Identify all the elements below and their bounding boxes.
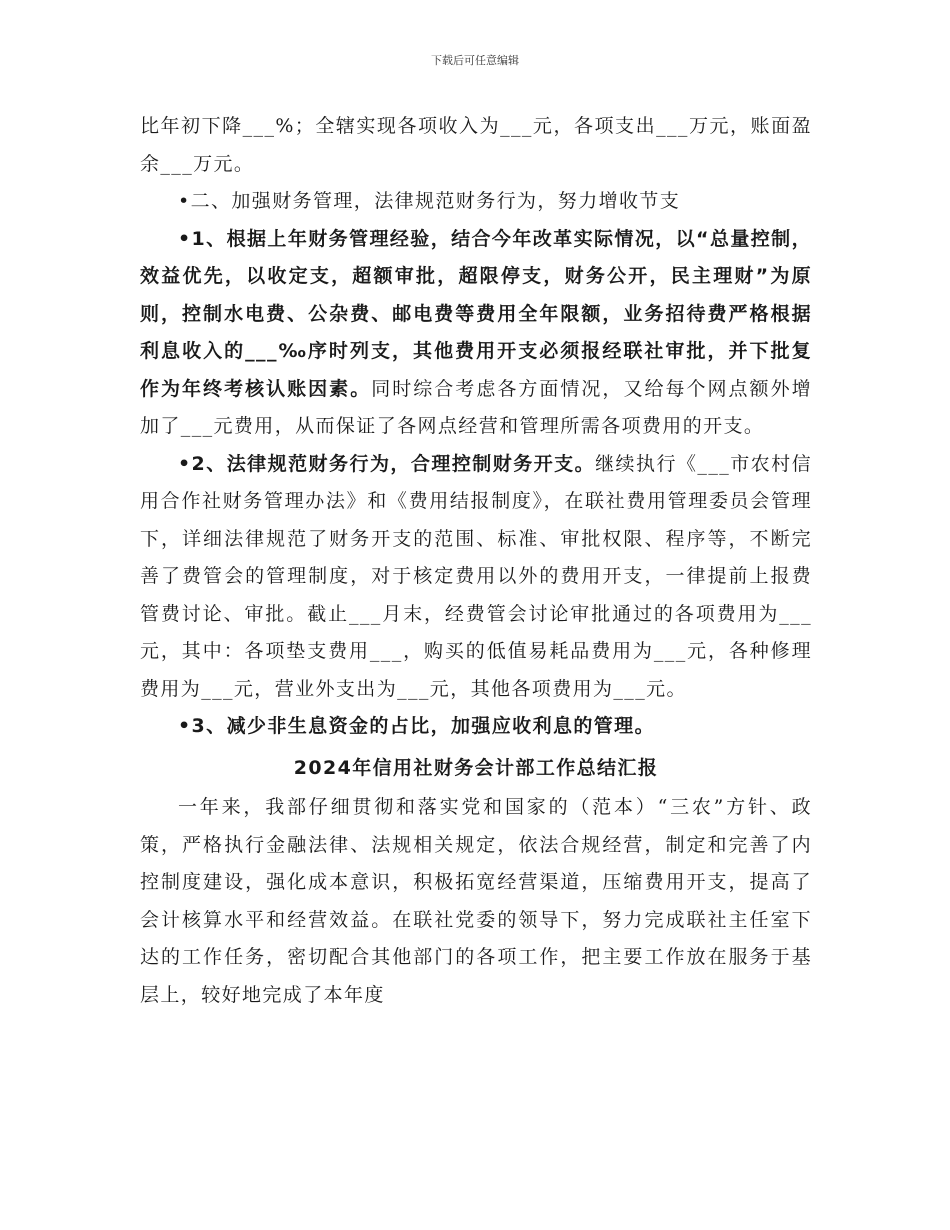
item-1-bold-text: •1、根据上年财务管理经验，结合今年改革实际情况，以“总量控制，效益优先，以收定支，超额审批，超限停支，财务公开，民主理财”为原则，控制水电费、公杂费、邮电费等费用全年限额，业务招待费严格根据利息收入的___‰序时列支，其他费用开支必须报经联社审批，并下批复作为年终考核认账因素。 [140,227,812,400]
item-2-bold-text: •2、法律规范财务行为，合理控制财务开支。 [178,452,596,475]
paragraph-summary: 一年来，我部仔细贯彻和落实党和国家的（范本）“三农”方针、政策，严格执行金融法律、法规相关规定，依法合规经营，制定和完善了内控制度建设，强化成本意识，积极拓宽经营渠道，压缩费用开支，提高了会计核算水平和经营效益。在联社党委的领导下，努力完成联社主任室下达的工作任务，密切配合其他部门的各项工作，把主要工作放在服务于基层上，较好地完成了本年度 [140,796,812,1006]
document-body [140,108,812,1014]
item-3-bold-text: •3、减少非生息资金的占比，加强应收利息的管理。 [178,715,655,737]
item-1-text: 同时综合考虑各方面情况，又给每个网点额外增加了___元费用，从而保证了各网点经营和管理所需各项费用的开支。 [140,377,812,437]
document-title: 2024年信用社财务会计部工作总结汇报 [293,756,659,779]
paragraph-item-3 [140,708,812,746]
paragraph-item-1 [140,221,812,446]
paragraph-item-2 [140,446,812,709]
item-2-text: 继续执行《___市农村信用合作社财务管理办法》和《费用结报制度》，在联社费用管理委员会管理下，详细法律规范了财务开支的范围、标准、审批权限、程序等，不断完善了费管会的管理制度，对于核定费用以外的费用开支，一律提前上报费管费讨论、审批。截止___月末，经费管会讨论审批通过的各项费用为___元，其中：各项垫支费用___，购买的低值易耗品费用为___元，各种修理费用为___元，营业外支出为___元，其他各项费用为___元。 [140,452,812,700]
section-heading-finance: •二、加强财务管理，法律规范财务行为，努力增收节支 [178,190,681,212]
paragraph-income-summary: 比年初下降___%；全辖实现各项收入为___元，各项支出___万元，账面盈余___万元。 [140,115,812,175]
page-header: 下载后可任意编辑 [431,54,519,67]
